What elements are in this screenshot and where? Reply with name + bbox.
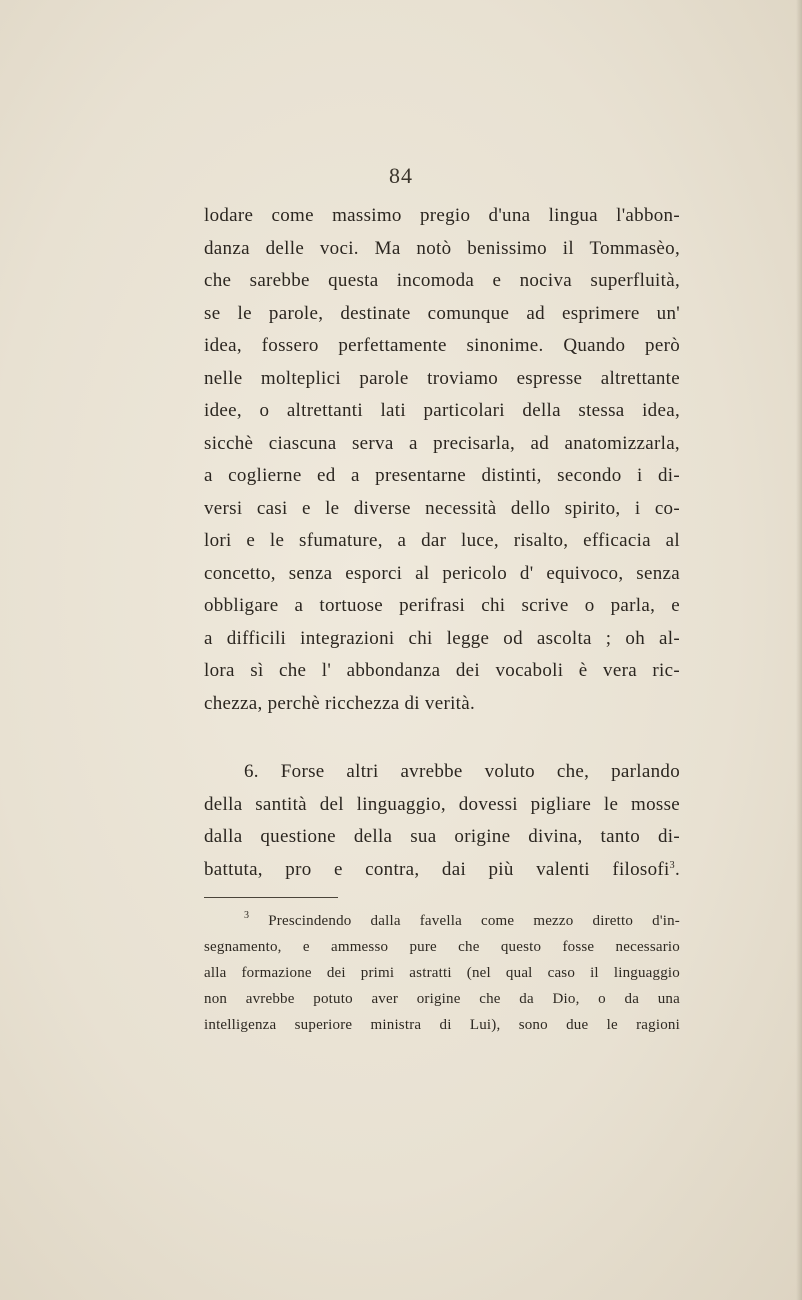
footnote-line: non avrebbe potuto aver origine che da Dio, o da una [204,991,680,1007]
paragraph-1 [204,200,680,720]
footnote-marker: 3 [244,910,250,921]
footnote-line-text: Prescindendo dalla favella come mezzo diretto d'in- [268,913,680,929]
page-number: 84 [389,163,413,188]
text-line: lora sì che l' abbondanza dei vocaboli è vera ric- [204,660,680,681]
text-line: a difficili integrazioni chi legge od ascolta ; oh al- [204,627,680,649]
footnote-line [204,908,680,934]
text-line: a coglierne ed a presentarne distinti, secondo i di- [204,465,680,486]
text-line: nelle molteplici parole troviamo espresse altrettante [204,367,680,389]
text-line: idea, fossero perfettamente sinonime. Quando però [204,335,680,356]
footnote-line: intelligenza superiore ministra di Lui), sono due le ragioni [204,1017,680,1033]
text-line-with-footnote-ref [204,854,680,887]
text-line: danza delle voci. Ma notò benissimo il Tommasèo, [204,237,680,259]
text-line: chezza, perchè ricchezza di verità. [204,692,476,714]
text-line: dalla questione della sua origine divina, tanto di- [204,826,680,847]
footnote-line: alla formazione dei primi astratti (nel qual caso il linguaggio [204,965,680,981]
page-edge-shadow [796,0,802,1300]
footnote-reference[interactable]: 3 [669,859,675,871]
text-line: se le parole, destinate comunque ad esprimere un' [204,302,680,324]
footnote [204,908,680,1038]
text-line: della santità del linguaggio, dovessi pigliare le mosse [204,793,680,815]
text-line: concetto, senza esporci al pericolo d' equivoco, senza [204,562,680,584]
text-line: sicchè ciascuna serva a precisarla, ad anatomizzarla, [204,432,680,454]
paragraph-2 [204,756,680,886]
text-line: obbligare a tortuose perifrasi chi scrive o parla, e [204,595,680,616]
text-line: versi casi e le diverse necessità dello spirito, i co- [204,497,680,519]
end-punctuation: . [674,858,680,880]
footnote-line: segnamento, e ammesso pure che questo fosse necessario [204,939,680,955]
text-line: lodare come massimo pregio d'una lingua l'abbon- [204,205,680,226]
text-line: che sarebbe questa incomoda e nociva superfluità, [204,270,680,291]
text-line: idee, o altrettanti lati particolari della stessa idea, [204,400,680,421]
text-line: 6. Forse altri avrebbe voluto che, parlando [244,761,680,782]
text-line-content: battuta, pro e contra, dai più valenti filosofi [204,858,670,880]
footnote-separator [204,897,338,898]
text-line: lori e le sfumature, a dar luce, risalto, efficacia al [204,530,680,551]
